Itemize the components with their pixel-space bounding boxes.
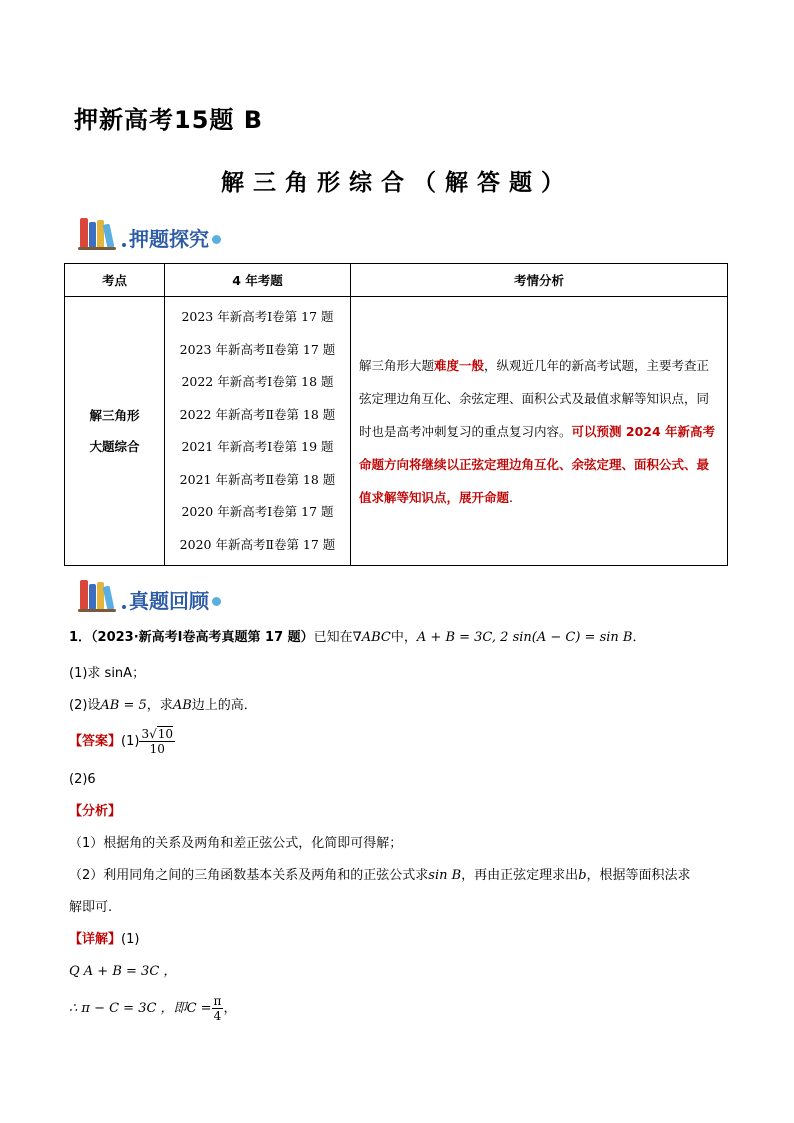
page-subtitle: 解三角形综合（解答题）	[221, 170, 573, 196]
year-item: 2022 年新高考Ⅱ卷第 18 题	[179, 406, 336, 422]
detail-part: (1)	[121, 932, 140, 947]
section-bullet	[122, 605, 126, 609]
part2-text: ，求	[146, 698, 173, 713]
fraction-numerator: 3√10	[141, 727, 174, 741]
step2-text: ，根据等面积法求	[586, 868, 691, 883]
books-icon	[78, 578, 122, 612]
question-part2	[69, 696, 257, 716]
answer-part1-prefix: (1)	[121, 734, 140, 749]
analysis-text: .	[509, 489, 513, 505]
topic-line: 大题综合	[89, 439, 140, 454]
page-title: 押新高考15题 B	[74, 106, 264, 134]
detail-line	[69, 930, 139, 950]
detail-step1: Q A + B = 3C ，	[69, 964, 177, 979]
condition-formula: A + B = 3C, 2 sin(A − C) = sin B	[416, 630, 633, 645]
section-dot	[212, 597, 221, 606]
section-title-review: 真题回顾	[129, 589, 209, 613]
answer-part2: (2)6	[69, 772, 96, 787]
year-item: 2022 年新高考Ⅰ卷第 18 题	[181, 374, 334, 389]
part2-formula: AB = 5	[100, 698, 147, 713]
year-item: 2020 年新高考Ⅰ卷第 17 题	[181, 504, 334, 519]
step2-text: （2）利用同角之间的三角函数基本关系及两角和的正弦公式求	[69, 868, 429, 883]
table-row	[65, 297, 728, 566]
analysis-text: 解三角形大题	[359, 357, 435, 373]
step2-text: ，再由正弦定理求出	[461, 868, 579, 883]
question-source: （2023·新高考Ⅰ卷高考真题第 17 题）	[91, 630, 314, 645]
analysis-prediction: 可以预测 2024 年新高考命题方向将继续以正弦定理边角互化、余弦定理、面积公式、最值求解等知识点，展开命题	[359, 423, 716, 505]
triangle-symbol: ∇ABC	[352, 630, 391, 645]
fraction-denominator: 4	[213, 1009, 222, 1023]
pi-fraction	[212, 994, 224, 1023]
year-item: 2023 年新高考Ⅰ卷第 17 题	[181, 309, 334, 324]
part2-formula: AB	[172, 698, 192, 713]
years-cell	[165, 297, 351, 566]
detail-step2	[69, 994, 236, 1023]
books-icon	[78, 216, 122, 250]
question-number: 1．	[69, 630, 92, 645]
year-item: 2021 年新高考Ⅰ卷第 19 题	[181, 439, 334, 454]
stem-text: 已知在	[313, 630, 353, 645]
table-header-years: 4 年考题	[165, 264, 351, 297]
analysis-cell	[351, 297, 728, 566]
detail-tag: 【详解】	[69, 932, 122, 947]
analysis-tag: 【分析】	[69, 804, 122, 819]
stem-text: 中，	[390, 630, 417, 645]
table-header-row	[65, 264, 728, 297]
fraction-denominator: 10	[149, 742, 165, 756]
analysis-text: ，纵观近几年的新高考试题，主要考查正弦定理边角互化、余弦定理、面积公式及最值求解等知识点，同时也是高考冲刺复习的重点复习内容。	[359, 357, 710, 439]
exam-table	[64, 263, 728, 566]
question-stem	[69, 628, 645, 648]
analysis-step1: （1）根据角的关系及两角和差正弦公式，化简即可得解；	[69, 836, 403, 851]
table-header-analysis: 考情分析	[351, 264, 728, 297]
answer-line	[69, 727, 175, 756]
section-title-explore: 押题探究	[129, 227, 209, 251]
section-bullet	[122, 243, 126, 247]
step-formula: C =	[186, 1001, 212, 1016]
stem-text: ．	[632, 630, 646, 645]
part2-text: 边上的高．	[191, 698, 257, 713]
topic-cell	[65, 297, 165, 566]
year-item: 2023 年新高考Ⅱ卷第 17 题	[179, 341, 336, 357]
analysis-step2	[69, 866, 729, 886]
topic-line: 解三角形	[89, 408, 140, 423]
analysis-step2-end: 解即可.	[69, 900, 113, 915]
section-header-explore	[78, 214, 221, 250]
analysis-highlight: 难度一般	[434, 357, 485, 373]
year-item: 2021 年新高考Ⅱ卷第 18 题	[179, 471, 336, 487]
section-header-review	[78, 576, 221, 612]
year-item: 2020 年新高考Ⅱ卷第 17 题	[179, 536, 336, 552]
answer-fraction	[139, 727, 175, 756]
step-formula: ∴ π − C = 3C ，即	[69, 1001, 187, 1016]
table-header-topic: 考点	[65, 264, 165, 297]
step2-formula: sin B	[428, 868, 462, 883]
fraction-numerator: π	[213, 994, 222, 1008]
step2-formula: b	[578, 868, 587, 883]
question-part1: (1)求 sinA；	[69, 666, 146, 681]
part2-text: (2)设	[69, 698, 101, 713]
answer-tag: 【答案】	[69, 734, 122, 749]
step-text: ，	[223, 1001, 237, 1016]
section-dot	[212, 235, 221, 244]
